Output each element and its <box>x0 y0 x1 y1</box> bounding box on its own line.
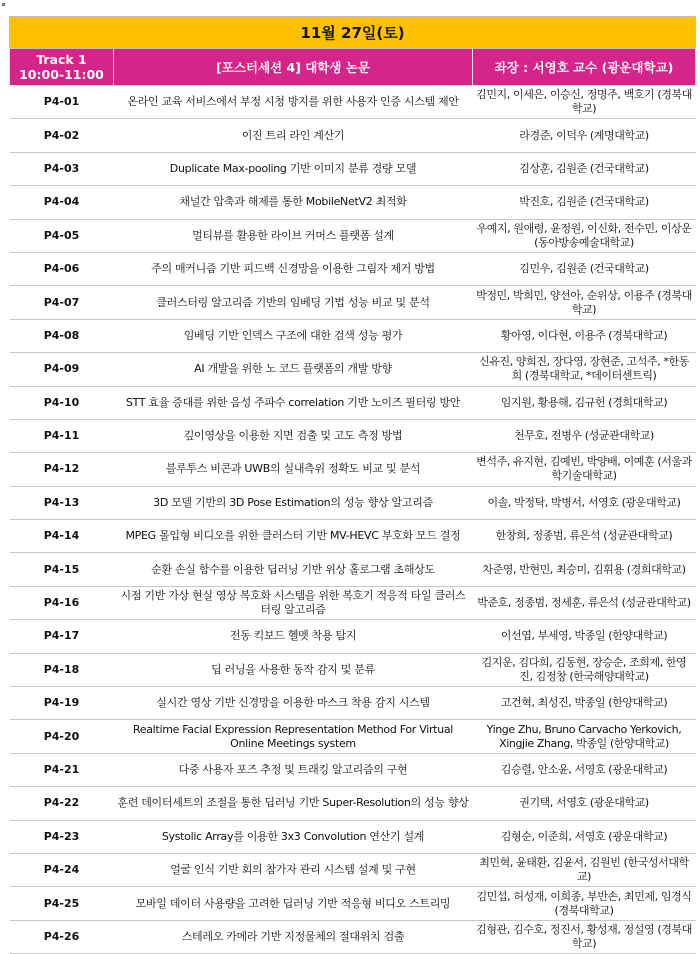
paper-title: 순환 손실 함수를 이용한 딥러닝 기반 위상 홀로그램 초해상도 <box>114 553 473 586</box>
paper-title: 스테레오 카메라 기반 지정물체의 절대위치 검출 <box>114 920 473 953</box>
paper-row <box>10 186 696 219</box>
paper-title: 깊이영상을 이용한 지면 검출 및 고도 측정 방법 <box>114 419 473 452</box>
paper-row <box>10 219 696 252</box>
session-title: [포스터세션 4] 대학생 논문 <box>114 49 473 86</box>
paper-id: P4-25 <box>10 887 114 920</box>
paper-title: Duplicate Max-pooling 기반 이미지 분류 경량 모델 <box>114 152 473 185</box>
paper-authors: 이선엽, 부세영, 박종일 (한양대학교) <box>473 620 696 653</box>
paper-row <box>10 720 696 753</box>
paper-authors: 김승렬, 안소윤, 서영호 (광운대학교) <box>473 753 696 786</box>
paper-title: 모바일 데이터 사용량을 고려한 딥러닝 기반 적응형 비디오 스트리밍 <box>114 887 473 920</box>
paper-id: P4-19 <box>10 687 114 720</box>
paper-id: P4-10 <box>10 386 114 419</box>
paper-row <box>10 419 696 452</box>
paper-authors: 김형순, 이준희, 서영호 (광운대학교) <box>473 820 696 853</box>
paper-list <box>10 86 696 954</box>
paper-authors: 변석주, 유지현, 김예빈, 박양배, 이예훈 (서울과학기술대학교) <box>473 453 696 486</box>
paper-row <box>10 86 696 119</box>
session-chair: 좌장 : 서영호 교수 (광운대학교) <box>473 49 696 86</box>
paper-id: P4-17 <box>10 620 114 653</box>
paper-title: MPEG 몰입형 비디오를 위한 클러스터 기반 MV-HEVC 부호화 모드 결정 <box>114 520 473 553</box>
paper-id: P4-18 <box>10 653 114 686</box>
paper-authors: 김민섭, 허성재, 이희종, 부반손, 최민제, 임경식 (경북대학교) <box>473 887 696 920</box>
paper-id: P4-23 <box>10 820 114 853</box>
paper-title: 3D 모델 기반의 3D Pose Estimation의 성능 향상 알고리즘 <box>114 486 473 519</box>
paper-id: P4-01 <box>10 86 114 119</box>
paper-id: P4-07 <box>10 286 114 319</box>
paper-row <box>10 353 696 386</box>
date-row <box>10 17 696 49</box>
paper-title: 얼굴 인식 기반 회의 참가자 관리 시스템 설계 및 구현 <box>114 853 473 886</box>
paper-row <box>10 853 696 886</box>
paper-id: P4-06 <box>10 252 114 285</box>
paper-row <box>10 687 696 720</box>
paper-row <box>10 553 696 586</box>
paper-title: Systolic Array를 이용한 3x3 Convolution 연산기 설계 <box>114 820 473 853</box>
paper-id: P4-15 <box>10 553 114 586</box>
paper-authors: 박정민, 박희민, 양선아, 순위상, 이용주 (경북대학교) <box>473 286 696 319</box>
paper-title: STT 효율 증대를 위한 음성 주파수 correlation 기반 노이즈 필터링 방안 <box>114 386 473 419</box>
paper-row <box>10 386 696 419</box>
paper-authors: 최민혁, 윤태환, 김윤서, 김원빈 (한국성서대학교) <box>473 853 696 886</box>
paper-id: P4-11 <box>10 419 114 452</box>
paper-authors: Yinge Zhu, Bruno Carvacho Yerkovich, Xingjie Zhang, 박종일 (한양대학교) <box>473 720 696 753</box>
paper-authors: 한창희, 정종범, 류은석 (성균관대학교) <box>473 520 696 553</box>
track-time: 10:00-11:00 <box>19 67 104 82</box>
paper-id: P4-05 <box>10 219 114 252</box>
paper-id: P4-22 <box>10 787 114 820</box>
paper-row <box>10 119 696 152</box>
paper-row <box>10 753 696 786</box>
paper-id: P4-20 <box>10 720 114 753</box>
paper-title: 채널간 압축과 해제를 통한 MobileNetV2 최적화 <box>114 186 473 219</box>
paper-title: 온라인 교육 서비스에서 부정 시청 방지를 위한 사용자 인증 시스템 제안 <box>114 86 473 119</box>
paper-row <box>10 486 696 519</box>
paper-id: P4-09 <box>10 353 114 386</box>
paper-row <box>10 820 696 853</box>
date-banner: 11월 27일(토) <box>10 17 696 49</box>
paper-title: 이진 트리 라인 계산기 <box>114 119 473 152</box>
corner-mark <box>2 3 5 6</box>
paper-row <box>10 453 696 486</box>
paper-row <box>10 887 696 920</box>
paper-authors: 천무호, 전병우 (성균관대학교) <box>473 419 696 452</box>
paper-title: 훈련 데이터세트의 조절을 통한 딥러닝 기반 Super-Resolution의 성능 향상 <box>114 787 473 820</box>
paper-authors: 김형관, 김수호, 정진서, 황성재, 정설영 (경북대학교) <box>473 920 696 953</box>
paper-title: 시점 기반 가상 현실 영상 복호화 시스템을 위한 복호기 적응적 타일 클러스터링 알고리즘 <box>114 586 473 619</box>
paper-row <box>10 319 696 352</box>
paper-row <box>10 586 696 619</box>
paper-row <box>10 286 696 319</box>
track-label: Track 1 <box>36 52 87 67</box>
paper-authors: 김상훈, 김원준 (건국대학교) <box>473 152 696 185</box>
paper-id: P4-16 <box>10 586 114 619</box>
paper-title: 임베딩 기반 인덱스 구조에 대한 검색 성능 평가 <box>114 319 473 352</box>
paper-authors: 김민우, 김원준 (건국대학교) <box>473 252 696 285</box>
paper-authors: 김지운, 김다희, 김동현, 장승순, 조희제, 한영진, 김정창 (한국해양대학교) <box>473 653 696 686</box>
paper-title: AI 개발을 위한 노 코드 플랫폼의 개발 방향 <box>114 353 473 386</box>
paper-authors: 라경준, 이덕우 (계명대학교) <box>473 119 696 152</box>
paper-title: 멀티뷰를 활용한 라이브 커머스 플랫폼 설계 <box>114 219 473 252</box>
paper-authors: 박진호, 김원준 (건국대학교) <box>473 186 696 219</box>
paper-authors: 박준호, 정종범, 정세훈, 류은석 (성균관대학교) <box>473 586 696 619</box>
paper-row <box>10 653 696 686</box>
header-row <box>10 49 696 86</box>
paper-row <box>10 252 696 285</box>
paper-row <box>10 520 696 553</box>
paper-authors: 신유진, 양희진, 장다영, 장현준, 고석주, *한동희 (경북대학교, *데이터센트릭) <box>473 353 696 386</box>
paper-title: Realtime Facial Expression Representation Method For Virtual Online Meetings system <box>114 720 473 753</box>
paper-id: P4-12 <box>10 453 114 486</box>
paper-authors: 임지원, 황용해, 김규헌 (경희대학교) <box>473 386 696 419</box>
paper-title: 클러스터링 알고리즘 기반의 임베딩 기법 성능 비교 및 분석 <box>114 286 473 319</box>
paper-row <box>10 920 696 953</box>
paper-authors: 차준영, 반현민, 최승미, 김휘용 (경희대학교) <box>473 553 696 586</box>
paper-authors: 황아영, 이다현, 이용주 (경북대학교) <box>473 319 696 352</box>
paper-id: P4-03 <box>10 152 114 185</box>
paper-id: P4-24 <box>10 853 114 886</box>
paper-row <box>10 787 696 820</box>
paper-id: P4-26 <box>10 920 114 953</box>
paper-title: 다중 사용자 포즈 추정 및 트래킹 알고리즘의 구현 <box>114 753 473 786</box>
paper-authors: 김민지, 이세은, 이승신, 정명주, 백호기 (경북대학교) <box>473 86 696 119</box>
paper-id: P4-21 <box>10 753 114 786</box>
paper-title: 블루투스 비콘과 UWB의 실내측위 정확도 비교 및 분석 <box>114 453 473 486</box>
session-schedule-table <box>9 16 696 954</box>
paper-title: 실시간 영상 기반 신경망을 이용한 마스크 착용 감지 시스템 <box>114 687 473 720</box>
paper-authors: 권기택, 서영호 (광운대학교) <box>473 787 696 820</box>
paper-title: 딥 러닝을 사용한 동작 감지 및 분류 <box>114 653 473 686</box>
paper-authors: 이솔, 박정탁, 박병서, 서영호 (광운대학교) <box>473 486 696 519</box>
paper-row <box>10 620 696 653</box>
paper-authors: 고건혁, 최성진, 박종일 (한양대학교) <box>473 687 696 720</box>
paper-id: P4-08 <box>10 319 114 352</box>
paper-title: 주의 매커니즘 기반 피드백 신경망을 이용한 그림자 제거 방법 <box>114 252 473 285</box>
paper-row <box>10 152 696 185</box>
paper-id: P4-02 <box>10 119 114 152</box>
paper-authors: 우예지, 원애령, 윤정원, 이신화, 전수민, 이상운 (동아방송예술대학교) <box>473 219 696 252</box>
paper-id: P4-14 <box>10 520 114 553</box>
paper-title: 전동 킥보드 헬멧 착용 탐지 <box>114 620 473 653</box>
track-cell <box>10 49 114 86</box>
paper-id: P4-13 <box>10 486 114 519</box>
paper-id: P4-04 <box>10 186 114 219</box>
